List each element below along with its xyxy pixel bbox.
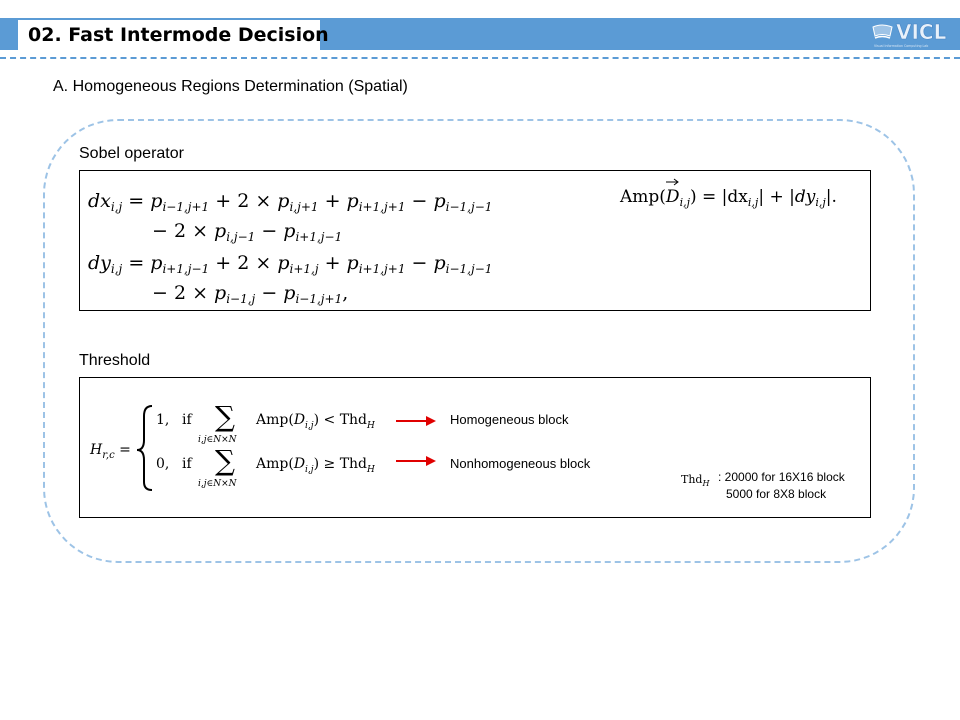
threshold-label: Threshold <box>79 352 151 369</box>
dx-equation <box>88 190 492 244</box>
arrow-homogeneous-icon <box>396 416 436 426</box>
case-brace <box>137 406 152 490</box>
threshold-note-8x8: 5000 for 8X8 block <box>726 487 827 501</box>
svg-text:∑: ∑ <box>215 400 235 433</box>
svg-text:if: if <box>182 412 192 428</box>
result-homogeneous: Homogeneous block <box>450 412 569 427</box>
page-title: 02. Fast Intermode Decision <box>28 24 329 46</box>
section-heading: A. Homogeneous Regions Determination (Spatial) <box>53 78 408 95</box>
svg-text:dxi,j = pi−1,j+1 + 2 × pi,j+1: $dx_{i,j} = p_{i-1,j+1} + 2 \times p_{i,j+1} + p_{i+1,j+1} - p_{i-1,j-1}$ <box>88 190 493 214</box>
svg-text:i,j∈N×N: i,j∈N×N <box>198 435 237 445</box>
threshold-lhs: $H_{r,c}$ = <box>90 442 131 461</box>
svg-text:i,j∈N×N: i,j∈N×N <box>198 479 237 489</box>
svg-text:∑: ∑ <box>215 444 235 477</box>
vicl-logo <box>870 21 956 49</box>
sobel-equation-box <box>79 170 871 311</box>
arrow-nonhomogeneous-icon <box>396 456 436 466</box>
sobel-label: Sobel operator <box>79 145 184 162</box>
logo-swoosh-icon <box>873 25 892 36</box>
threshold-equation-box <box>79 377 871 518</box>
logo-text: VICL <box>896 21 947 44</box>
svg-text:− 2 × pi,j−1 − pi+1,j−1: − $2 \times p_{i,j-1} - p_{i+1,j-1}$ <box>152 220 343 244</box>
svg-text:Amp(Di,j) = |dxi,j| + |dyi,j|.: $Amp(D_{i,j}) = |dx_{i,j}| + |dy_{i,j}|$. <box>620 187 837 209</box>
dy-equation <box>88 252 492 306</box>
case-homogeneous <box>156 400 375 445</box>
amp-equation <box>619 179 837 209</box>
header-divider <box>0 57 960 59</box>
svg-text:Amp(Di,j) < ThdH: $Amp(D_{i,j}) < Thd_H$ <box>256 412 375 431</box>
sobel-equations <box>80 171 870 310</box>
svg-text:− 2 × pi−1,j − pi−1,j+1,: − $2 \times p_{i-1,j} - p_{i-1,j+1}$, <box>152 282 349 306</box>
case-nonhomogeneous <box>156 444 375 489</box>
svg-text:0,: 0, <box>156 456 170 472</box>
note-thd-symbol: Thd$_H$ <box>681 473 710 488</box>
threshold-note-16x16: : 20000 for 16X16 block <box>718 470 845 484</box>
svg-text:if: if <box>182 456 192 472</box>
logo-subtext: Visual Information Computing Lab <box>874 44 929 48</box>
result-nonhomogeneous: Nonhomogeneous block <box>450 456 591 471</box>
title-box <box>18 20 329 50</box>
svg-text:dyi,j = pi+1,j−1 + 2 × pi+1,j: $dy_{i,j} = p_{i+1,j-1} + 2 \times p_{i+1,j} + p_{i+1,j+1} - p_{i-1,j-1}$ <box>88 252 493 276</box>
svg-text:Amp(Di,j) ≥ ThdH: $Amp(D_{i,j}) \ge Thd_H$ <box>256 456 375 475</box>
svg-text:1,: 1, <box>156 412 170 428</box>
